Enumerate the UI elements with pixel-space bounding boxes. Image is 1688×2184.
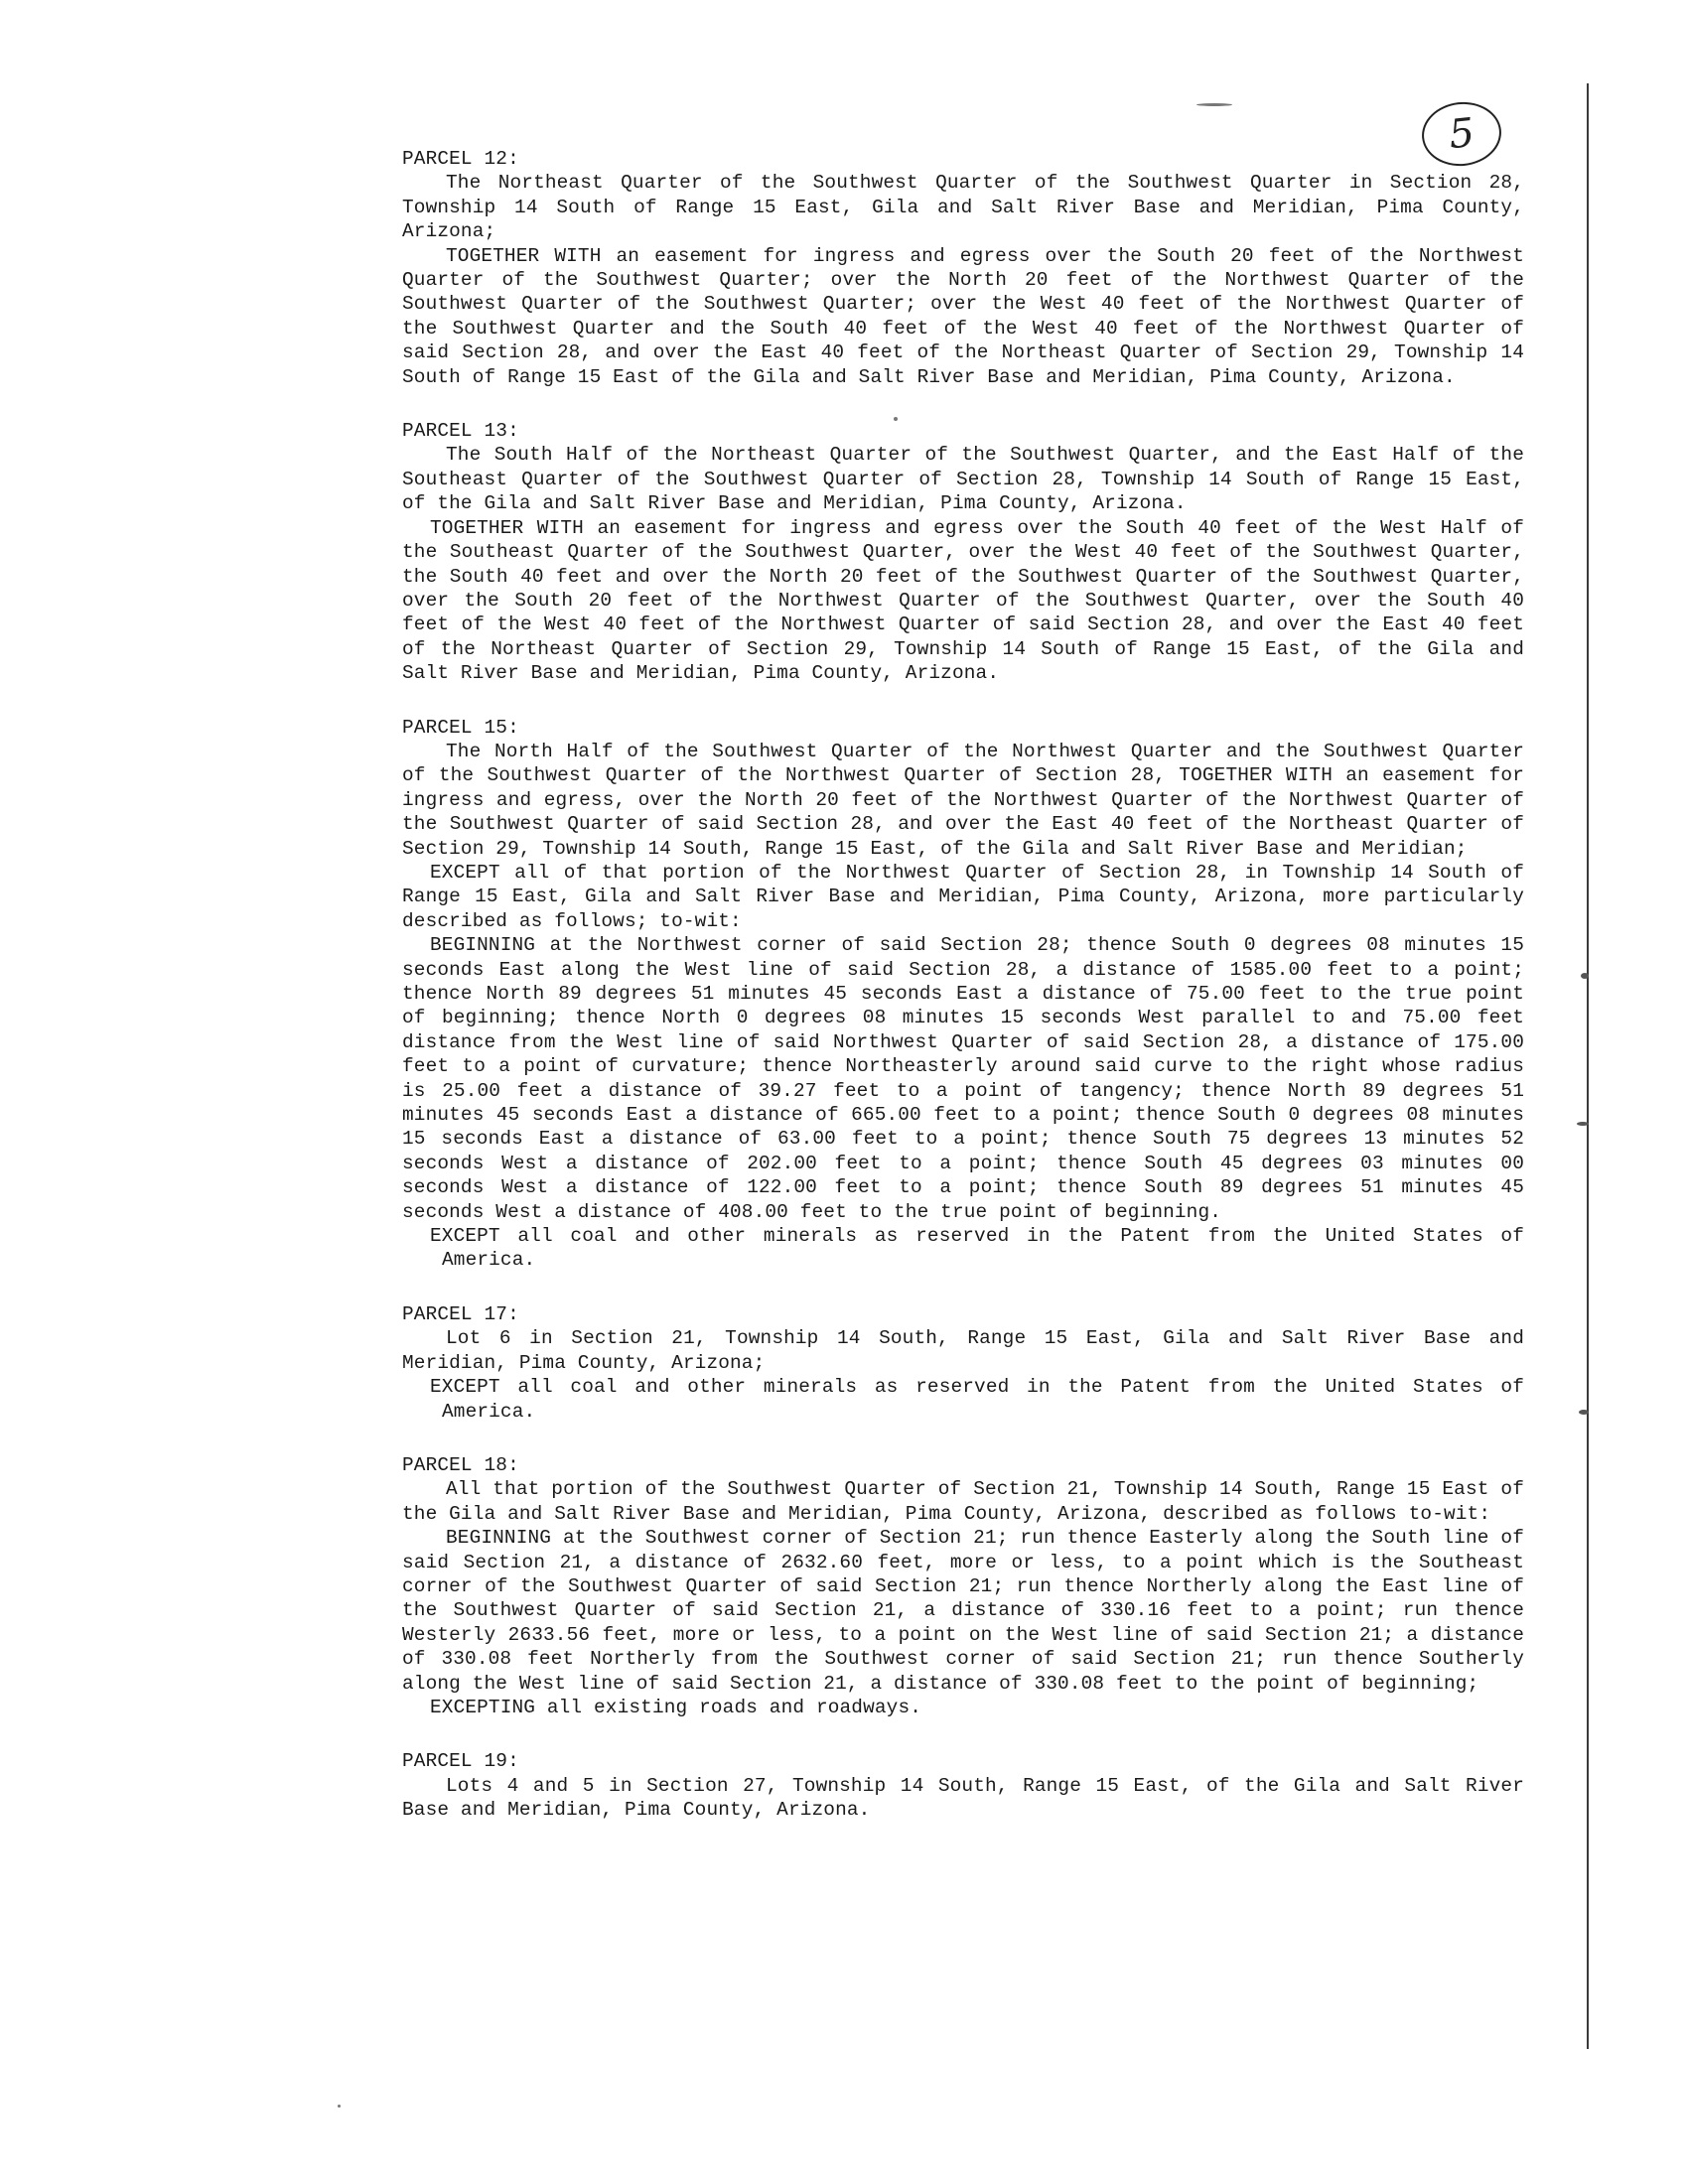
- parcel-heading: PARCEL 18:: [402, 1453, 519, 1476]
- parcel-paragraph: Lots 4 and 5 in Section 27, Township 14 South, Range 15 East, of the Gila and Salt River Base and Meridian, Pima County, Arizona.: [402, 1774, 1524, 1822]
- parcel-paragraph: EXCEPT all coal and other minerals as reserved in the Patent from the United States of America.: [430, 1225, 1524, 1272]
- scan-margin-line: [1587, 83, 1589, 2049]
- scan-speck: [338, 2105, 341, 2108]
- parcel-paragraph: EXCEPTING all existing roads and roadways.: [430, 1696, 922, 1718]
- page-number: 5: [1446, 109, 1477, 159]
- parcel-19: [402, 1749, 1524, 1822]
- scan-speck: [1579, 1410, 1589, 1415]
- parcel-15: [402, 716, 1524, 1273]
- parcel-paragraph: The North Half of the Southwest Quarter of the Northwest Quarter and the Southwest Quarter of the Southwest Quarter of the Northwest Quarter of Section 28, TOGETHER WITH an easement for ingress and egress, over the North 20 feet of the Northwest Quarter of the Northwest Quarter of the Southwest Quarter of said Section 28, and over the East 40 feet of the Northeast Quarter of Section 29, Township 14 South, Range 15 East, of the Gila and Salt River Base and Meridian;: [402, 740, 1524, 860]
- parcel-paragraph: TOGETHER WITH an easement for ingress and egress over the South 20 feet of the Northwest Quarter of the Southwest Quarter; over the North 20 feet of the Northwest Quarter of the Southwest Quarter of the Southwest Quarter; over the West 40 feet of the Northwest Quarter of the Southwest Quarter and the South 40 feet of the West 40 feet of the Northwest Quarter of said Section 28, and over the East 40 feet of the Northeast Quarter of Section 29, Township 14 South of Range 15 East of the Gila and Salt River Base and Meridian, Pima County, Arizona.: [402, 244, 1524, 388]
- parcel-13: [402, 419, 1524, 685]
- parcel-paragraph: EXCEPT all of that portion of the Northwest Quarter of Section 28, in Township 14 South of Range 15 East, Gila and Salt River Base and Meridian, Pima County, Arizona, more particularly described as follows; to-wit:: [402, 861, 1524, 932]
- scan-speck: [1577, 1122, 1589, 1126]
- parcel-paragraph: The Northeast Quarter of the Southwest Quarter of the Southwest Quarter in Section 28, Township 14 South of Range 15 East, Gila and Salt River Base and Meridian, Pima County, Arizona;: [402, 172, 1524, 243]
- parcel-heading: PARCEL 12:: [402, 148, 519, 170]
- parcel-paragraph: EXCEPT all coal and other minerals as reserved in the Patent from the United States of America.: [430, 1376, 1524, 1423]
- parcel-heading: PARCEL 13:: [402, 420, 519, 443]
- parcel-paragraph: TOGETHER WITH an easement for ingress and egress over the South 40 feet of the West Half of the Southeast Quarter of the Southwest Quarter, over the West 40 feet of the Southwest Quarter, the South 40 feet and over the North 20 feet of the Southwest Quarter of the Southwest Quarter, over the South 20 feet of the Northwest Quarter of the Southwest Quarter, over the South 40 feet of the West 40 feet of the Northwest Quarter of said Section 28, and over the East 40 feet of the Northeast Quarter of Section 29, Township 14 South of Range 15 East, of the Gila and Salt River Base and Meridian, Pima County, Arizona.: [402, 516, 1524, 685]
- scan-speck: [1196, 103, 1232, 106]
- parcel-paragraph: All that portion of the Southwest Quarter of Section 21, Township 14 South, Range 15 East of the Gila and Salt River Base and Meridian, Pima County, Arizona, described as follows to-wit:: [402, 1478, 1524, 1525]
- parcel-paragraph: The South Half of the Northeast Quarter of the Southwest Quarter, and the East Half of the Southeast Quarter of the Southwest Quarter of Section 28, Township 14 South of Range 15 East, of the Gila and Salt River Base and Meridian, Pima County, Arizona.: [402, 444, 1524, 515]
- parcel-18: [402, 1453, 1524, 1719]
- legal-description: [402, 147, 1524, 1852]
- scan-speck: [1581, 973, 1589, 979]
- parcel-paragraph: Lot 6 in Section 21, Township 14 South, Range 15 East, Gila and Salt River Base and Meridian, Pima County, Arizona;: [402, 1327, 1524, 1374]
- parcel-12: [402, 147, 1524, 389]
- scan-speck: [894, 417, 898, 421]
- parcel-heading: PARCEL 17:: [402, 1302, 519, 1325]
- parcel-paragraph: BEGINNING at the Northwest corner of said Section 28; thence South 0 degrees 08 minutes 15 seconds East along the West line of said Section 28, a distance of 1585.00 feet to a point; thence North 89 degrees 51 minutes 45 seconds East a distance of 75.00 feet to the true point of beginning; thence North 0 degrees 08 minutes 15 seconds West parallel to and 75.00 feet distance from the West line of said Northwest Quarter of said Section 28, a distance of 175.00 feet to a point of curvature; thence Northeasterly around said curve to the right whose radius is 25.00 feet a distance of 39.27 feet to a point of tangency; thence North 89 degrees 51 minutes 45 seconds East a distance of 665.00 feet to a point; thence South 0 degrees 08 minutes 15 seconds East a distance of 63.00 feet to a point; thence South 75 degrees 13 minutes 52 seconds West a distance of 202.00 feet to a point; thence South 45 degrees 03 minutes 00 seconds West a distance of 122.00 feet to a point; thence South 89 degrees 51 minutes 45 seconds West a distance of 408.00 feet to the true point of beginning.: [402, 934, 1524, 1223]
- parcel-paragraph: BEGINNING at the Southwest corner of Section 21; run thence Easterly along the South line of said Section 21, a distance of 2632.60 feet, more or less, to a point which is the Southeast corner of the Southwest Quarter of said Section 21; run thence Northerly along the East line of the Southwest Quarter of said Section 21, a distance of 330.16 feet to a point; run thence Westerly 2633.56 feet, more or less, to a point on the West line of said Section 21; a distance of 330.08 feet Northerly from the Southwest corner of said Section 21; run thence Southerly along the West line of said Section 21, a distance of 330.08 feet to the point of beginning;: [402, 1527, 1524, 1695]
- parcel-heading: PARCEL 15:: [402, 716, 519, 739]
- parcel-17: [402, 1302, 1524, 1424]
- parcel-heading: PARCEL 19:: [402, 1750, 519, 1773]
